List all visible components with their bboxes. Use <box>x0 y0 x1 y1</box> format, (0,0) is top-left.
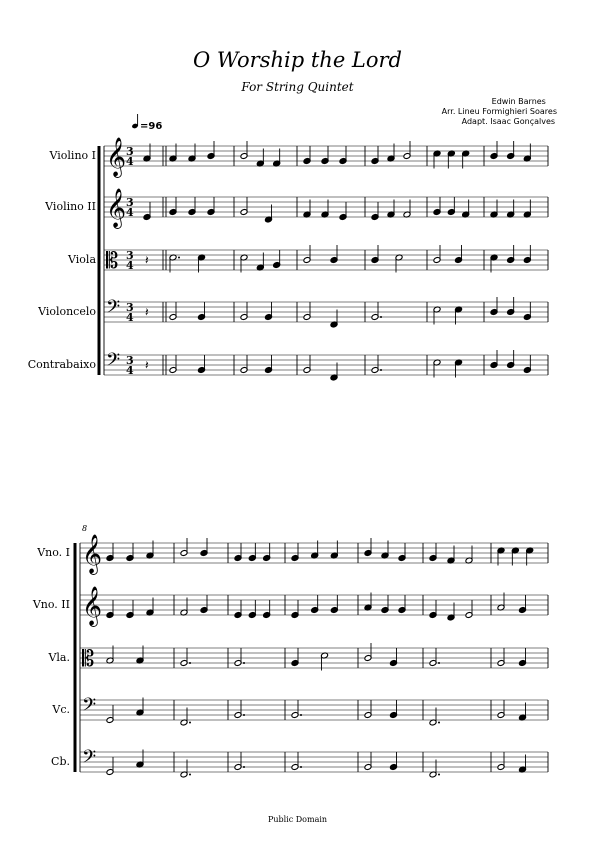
instrument-label: Vno. II <box>32 598 70 611</box>
instrument-label: Viola <box>68 253 96 266</box>
instrument-label: Violino II <box>45 200 96 213</box>
arranger: Arr. Lineu Formighieri Soares <box>441 107 557 116</box>
g-clef: 𝄞 <box>82 534 103 574</box>
measure-number: 8 <box>82 524 88 533</box>
time-top: 3 <box>126 354 134 367</box>
dot <box>438 774 440 776</box>
system-2 <box>32 534 548 778</box>
g-clef: 𝄞 <box>82 586 103 626</box>
instrument-label: Vla. <box>48 651 70 664</box>
instrument-label: Cb. <box>51 755 70 768</box>
time-top: 3 <box>126 196 134 209</box>
adapter: Adapt. Isaac Gonçalves <box>461 117 556 126</box>
instrument-label: Violoncelo <box>38 305 96 318</box>
dot <box>438 722 440 724</box>
f-clef: 𝄢 <box>106 350 121 375</box>
dot <box>380 369 382 371</box>
dot <box>189 722 191 724</box>
f-clef: 𝄢 <box>82 747 97 772</box>
dot <box>189 774 191 776</box>
score-subtitle: For String Quintet <box>241 80 354 94</box>
time-bottom: 4 <box>126 364 134 377</box>
composer: Edwin Barnes <box>491 97 546 106</box>
f-clef: 𝄢 <box>82 695 97 720</box>
time-top: 3 <box>126 301 134 314</box>
tempo-marking <box>131 114 162 132</box>
dot <box>243 766 245 768</box>
instrument-label: Contrabaixo <box>27 358 96 371</box>
c-clef: 𝄡 <box>106 249 119 274</box>
tempo-text: =96 <box>140 121 163 132</box>
g-clef: 𝄞 <box>106 188 127 228</box>
dot <box>300 766 302 768</box>
instrument-label: Vc. <box>52 703 70 716</box>
g-clef: 𝄞 <box>106 137 127 177</box>
dot <box>189 662 191 664</box>
c-clef: 𝄡 <box>82 647 95 672</box>
time-top: 3 <box>126 145 134 158</box>
dot <box>380 316 382 318</box>
quarter-rest: 𝄽 <box>145 305 149 319</box>
dot <box>243 714 245 716</box>
score-title: O Worship the Lord <box>192 48 402 72</box>
f-clef: 𝄢 <box>106 297 121 322</box>
time-bottom: 4 <box>126 155 134 168</box>
time-bottom: 4 <box>126 206 134 219</box>
dot <box>438 662 440 664</box>
system-1 <box>28 137 548 381</box>
dot <box>243 662 245 664</box>
instrument-label: Vno. I <box>37 546 70 559</box>
time-bottom: 4 <box>126 259 134 272</box>
dot <box>300 714 302 716</box>
footer-text: Public Domain <box>267 815 328 824</box>
quarter-rest: 𝄽 <box>145 253 149 267</box>
dot <box>178 257 180 259</box>
time-top: 3 <box>126 249 134 262</box>
instrument-label: Violino I <box>49 149 96 162</box>
quarter-rest: 𝄽 <box>145 358 149 372</box>
time-bottom: 4 <box>126 311 134 324</box>
